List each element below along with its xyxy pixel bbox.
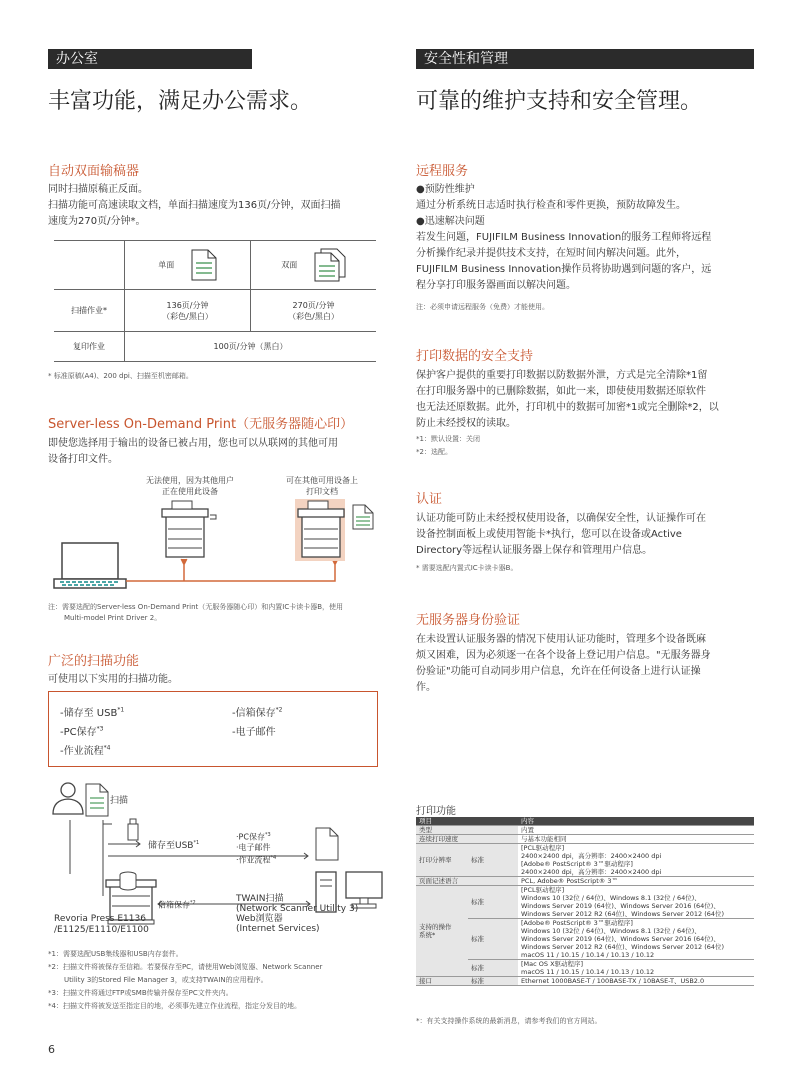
remote-service-title: 远程服务 [416, 164, 469, 179]
secure-print-title: 打印数据的安全支持 [416, 349, 534, 364]
original-document-icon [86, 784, 108, 816]
usb-icon [128, 819, 138, 840]
auth-title: 认证 [416, 492, 443, 507]
duplex-title: 自动双面输稿器 [48, 164, 140, 179]
diagram-scan-label: 扫描 [110, 796, 129, 806]
col-single: 单面 [125, 241, 251, 290]
user-icon [53, 783, 83, 814]
scan-body: 可使用以下实用的扫描功能。 [48, 674, 178, 685]
print-table-title: 打印功能 [416, 806, 456, 817]
serverless-note-2: Multi-model Print Driver 2。 [64, 614, 162, 622]
remote-service-body: ●预防性维护 通过分析系统日志适时执行检查和零件更换，预防故障发生。 ●迅速解决问题 若发生问题，FUJIFILM Business Innovation的服务工程师将远程 分析操作纪录并提供技术支持，在短时间内解决问题。此外， FUJIFILM Business Innovation操作员将协助遇到问题的客户，远 程分享打印服务器画面以解决问题。 [416, 184, 712, 291]
serverless-body-2: 设备打印文件。 [48, 454, 118, 465]
scan-notes: *1：需要选配USB集线器和USB内存套件。 *2：扫描文件将被保存至信箱。若要保存至PC，请使用Web浏览器、Network Scanner Utility 3的Stored File Manager 3，或支持TWAIN的应用程序。 *3：扫描文件将通过FTP或SMB传输并保存至PC文件夹内。 *4：扫描文件将被发送至指定目的地，必须事先建立作业流程，指定分发目的地。 [48, 950, 323, 1010]
scan-speed-table [54, 240, 376, 362]
right-headline: 可靠的维护支持和安全管理。 [416, 89, 703, 114]
diagram-mailbox-label: 信箱保存$^{*2}$ [158, 900, 196, 910]
row-scan-label: 扫描作业* [54, 290, 125, 332]
duplex-body-2: 扫描功能可高速读取文档，单面扫描速度为136页/分钟，双面扫描 [48, 200, 341, 211]
auth-body: 认证功能可防止未经授权使用设备，以确保安全性，认证操作可在 设备控制面板上或使用智能卡*执行，您可以在设备或Active Directory等远程认证服务器上保存和管理用户信息。 [416, 513, 706, 556]
scan-item-usb: -储存至 USB$^{*1}$ [60, 706, 125, 719]
busy-printer-icon [162, 501, 216, 557]
scan-double-value: 270页/分钟 （彩色/黑白） [251, 290, 377, 332]
duplex-body-3: 速度为270页/分钟*。 [48, 216, 146, 227]
diagram-model-label: Revoria Press E1136 /E1125/E1110/E1100 [54, 914, 149, 935]
secure-print-note-1: *1：默认设置：关闭 [416, 435, 480, 443]
left-headline: 丰富功能，满足办公需求。 [48, 89, 313, 114]
busy-device-label: 无法使用，因为其他用户 正在使用此设备 [146, 476, 234, 496]
serverless-note-1: 注：需要选配的Server-less On-Demand Print（无服务器随心印）和内置IC卡读卡器B，使用 [48, 603, 344, 611]
section-bar-security: 安全性和管理 [416, 49, 754, 69]
printed-document-icon [353, 505, 373, 529]
scan-item-pc: -PC保存$^{*3}$ [60, 725, 104, 738]
route-line [126, 565, 335, 581]
col-double: 双面 [251, 241, 377, 290]
single-sided-document-icon [191, 249, 217, 281]
scan-title: 广泛的扫描功能 [48, 654, 140, 669]
print-function-table: 项目 内容 类型 内置 连续打印速度 与基本功能相同 打印分辨率 标准 [PCL驱动程序] 2400×2400 dpi，高分辨率：2400×2400 dpi [Adobe® PostScript® 3™驱动程序] 2400×2400 dpi，高分辨率：2400×2400 dpi 页面记述语言 PCL, Adobe® PostScript® 3™ 支持的操作 系统* 标准 [PCL驱动程序] Windows 10 (32位 / 64位)、Windows 8.1 (32位 / 64位)、 Windows Server 2019 (64位)、Windows Server 2016 (64位)、 Windows Server 2012 R2 (64位)、Windows Server 2012 (64位) 标准 [Adobe® PostScript® 3™驱动程序] Windows 10 (32位 / 64位)、Windows 8.1 (32位 / 64位)、 Windows Server 2019 (64位)、Windows Server 2016 (64位)、 Windows Server 2012 R2 (64位)、Windows Server 2012 (64位) macOS 11 / 10.15 / 10.14 / 10.13 / 10.12 标准 [Mac OS X驱动程序] macOS 11 / 10.15 / 10.14 / 10.13 / 10.12 接口 标准 Ethernet 1000BASE-T / 100BASE-TX / 10BASE-T、USB2.0 [416, 817, 754, 986]
double-sided-document-icon [314, 248, 346, 282]
row-copy-label: 复印作业 [54, 332, 125, 362]
serverless-auth-title: 无服务器身份验证 [416, 613, 521, 628]
page-number: 6 [48, 1043, 55, 1056]
duplex-body-1: 同时扫描原稿正反面。 [48, 184, 148, 195]
serverless-body-1: 即使您选择用于输出的设备已被占用，您也可以从联网的其他可用 [48, 438, 338, 449]
destination-document-icon [316, 828, 338, 860]
duplex-note: * 标准原稿(A4)、200 dpi、扫描至机密邮箱。 [48, 372, 193, 380]
diagram-pc-email-flow-label: ·PC保存$^{*3}$ ·电子邮件 ·作业流程$^{*4}$ [236, 832, 277, 865]
scan-item-mailbox: -信箱保存$^{*2}$ [232, 706, 283, 719]
available-printer-icon [298, 501, 344, 557]
remote-service-note: 注：必须申请远程服务（免费）才能使用。 [416, 303, 549, 311]
serverless-auth-body: 在未设置认证服务器的情况下使用认证功能时，管理多个设备既麻 烦又困难，因为必须逐一在各个设备上登记用户信息。"无服务器身 份验证"功能可自动同步用户信息，允许在任何设备上进行认证操 作。 [416, 634, 711, 693]
scan-item-email: -电子邮件 [232, 727, 276, 738]
other-device-label: 可在其他可用设备上 打印文档 [286, 476, 358, 496]
scan-item-flow: -作业流程$^{*4}$ [60, 744, 111, 757]
print-table-note: *：有关支持操作系统的最新消息，请参考我们的官方网站。 [416, 1017, 602, 1025]
laptop-icon [54, 543, 126, 588]
database-icon [120, 872, 136, 890]
scan-single-value: 136页/分钟 （彩色/黑白） [125, 290, 251, 332]
arrow-to-busy-device [181, 559, 187, 565]
section-bar-office: 办公室 [48, 49, 252, 69]
secure-print-note-2: *2：选配。 [416, 448, 452, 456]
secure-print-body: 保护客户提供的重要打印数据以防数据外泄，方式是完全清除*1留 在打印服务器中的已删除数据，如此一来，即使使用数据还原软件 也无法还原数据。此外，打印机中的数据可加密*1或完全删除*2，以 防止未经授权的读取。 [416, 370, 719, 429]
diagram-to-usb-label: 储存至USB$^{*1}$ [148, 840, 200, 851]
serverless-print-diagram [48, 495, 388, 600]
serverless-title: Server-less On-Demand Print（无服务器随心印） [48, 417, 354, 432]
diagram-twain-label: TWAIN扫描 (Network Scanner Utility 3) Web浏览器 (Internet Services) [236, 894, 359, 934]
auth-note: * 需要选配内置式IC卡读卡器B。 [416, 564, 518, 572]
copy-value: 100页/分钟（黑白） [125, 332, 377, 362]
